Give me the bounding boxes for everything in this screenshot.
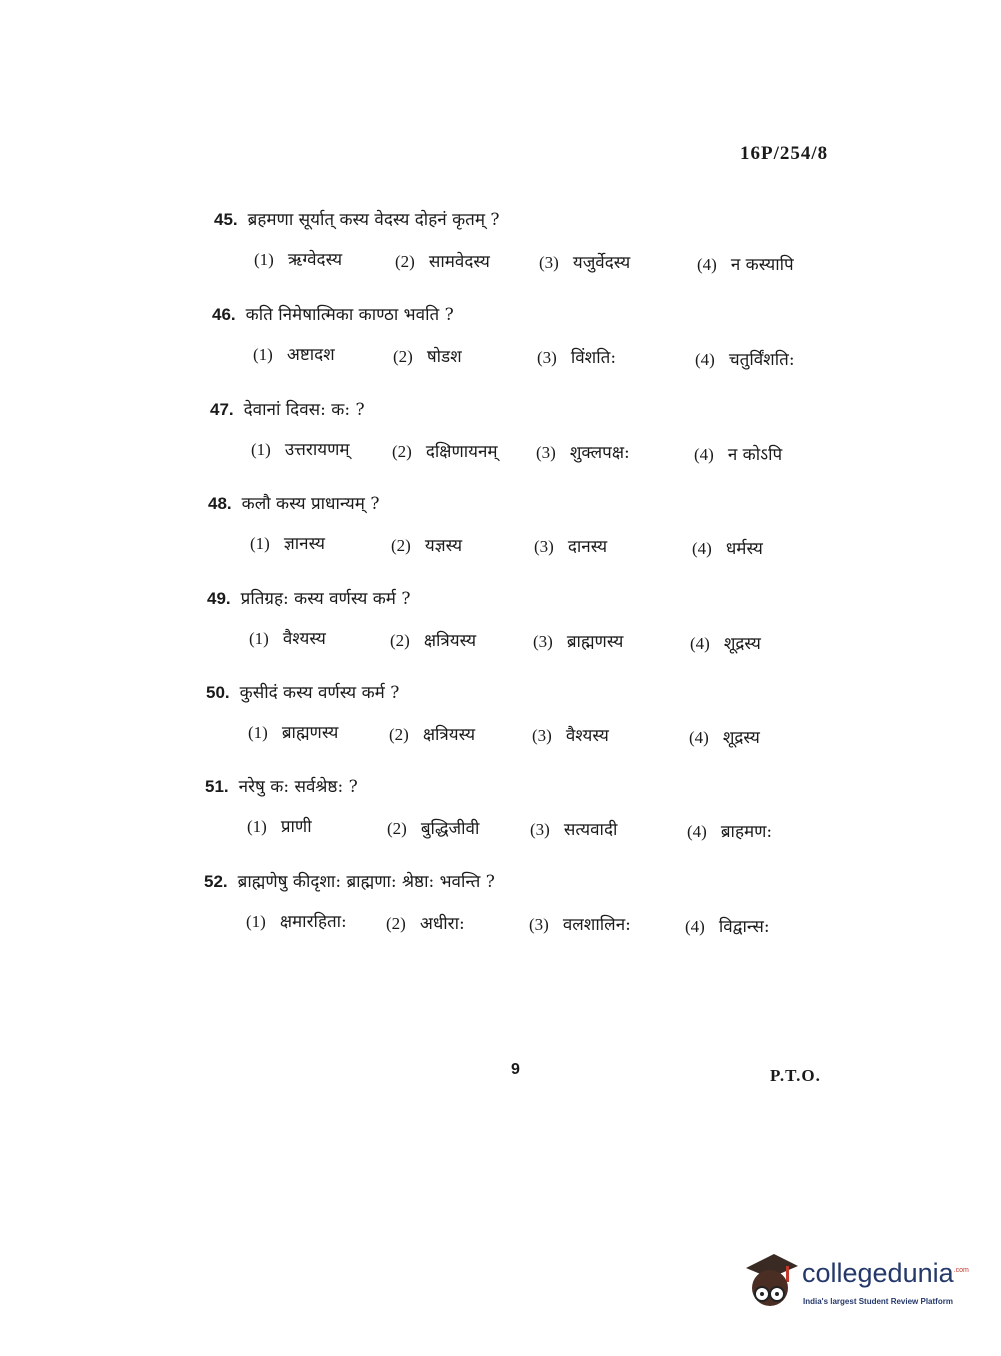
question-text: ब्रहमणा सूर्यात् कस्य वेदस्य दोहनं कृतम् ? xyxy=(247,210,500,230)
option-number: (3) xyxy=(529,915,549,934)
option-number: (4) xyxy=(694,444,714,464)
option-number: (4) xyxy=(685,916,705,936)
option-3 xyxy=(530,817,617,840)
question-47 xyxy=(0,397,1001,477)
question-text-line xyxy=(206,680,399,708)
option-1 xyxy=(247,814,312,837)
option-1 xyxy=(251,437,350,460)
option-2 xyxy=(392,439,498,462)
option-text: वलशालिन: xyxy=(562,915,631,935)
option-number: (2) xyxy=(389,724,409,744)
question-45 xyxy=(0,207,1001,287)
option-number: (1) xyxy=(247,817,267,836)
option-text: यजुर्वेदस्य xyxy=(572,253,631,273)
mascot-icon xyxy=(740,1250,800,1314)
option-text: क्षत्रियस्य xyxy=(422,724,476,745)
option-number: (3) xyxy=(539,253,559,272)
option-number: (3) xyxy=(536,443,556,462)
question-number: 45. xyxy=(214,210,238,229)
option-number: (1) xyxy=(249,629,269,648)
option-text: ब्राह्मणस्य xyxy=(566,632,624,652)
option-2 xyxy=(395,249,490,272)
question-text-line xyxy=(210,397,365,425)
option-text: विद्वान्स: xyxy=(718,916,770,937)
question-number: 52. xyxy=(204,872,228,891)
pto-label: P.T.O. xyxy=(770,1066,821,1085)
option-4 xyxy=(697,252,794,275)
option-text: षोडश xyxy=(426,346,462,367)
option-text: बुद्धिजीवी xyxy=(420,818,480,839)
option-text: दक्षिणायनम् xyxy=(425,441,498,462)
question-number: 50. xyxy=(206,683,230,702)
option-number: (4) xyxy=(692,538,712,558)
option-text: शुक्लपक्ष: xyxy=(569,443,630,463)
option-3 xyxy=(532,723,609,746)
question-text-line xyxy=(212,302,454,330)
option-number: (1) xyxy=(248,723,268,742)
question-number: 49. xyxy=(207,589,231,608)
option-2 xyxy=(393,344,462,367)
question-text-line xyxy=(205,774,358,802)
option-4 xyxy=(694,442,782,465)
question-48 xyxy=(0,491,1001,571)
option-number: (4) xyxy=(687,821,707,841)
option-number: (2) xyxy=(387,818,407,838)
option-4 xyxy=(687,819,772,842)
option-3 xyxy=(529,912,631,935)
option-1 xyxy=(248,720,338,743)
collegedunia-logo xyxy=(740,1250,970,1320)
option-number: (2) xyxy=(390,630,410,650)
option-4 xyxy=(695,347,795,370)
option-text: धर्मस्य xyxy=(725,538,763,559)
option-text: सामवेदस्य xyxy=(428,251,490,272)
question-50 xyxy=(0,680,1001,760)
option-text: वैश्यस्य xyxy=(565,726,609,746)
option-text: ऋग्वेदस्य xyxy=(287,250,343,270)
question-text: प्रतिग्रह: कस्य वर्णस्य कर्म ? xyxy=(240,589,411,609)
option-number: (3) xyxy=(530,820,550,839)
option-number: (1) xyxy=(250,534,270,553)
option-4 xyxy=(685,914,770,937)
option-text: क्षमारहिता: xyxy=(279,912,347,932)
question-number: 51. xyxy=(205,777,229,796)
option-text: चतुर्विंशति: xyxy=(728,349,795,370)
option-text: ब्राह्मणस्य xyxy=(281,723,339,743)
brand-name: collegedunia$^{.com}$ xyxy=(802,1258,969,1288)
question-text: ब्राह्मणेषु कीदृशा: ब्राह्मणा: श्रेष्ठा: भवन्ति ? xyxy=(237,872,495,892)
option-number: (1) xyxy=(254,250,274,269)
option-3 xyxy=(534,534,607,557)
option-text: शूद्रस्य xyxy=(723,633,761,654)
option-number: (3) xyxy=(534,537,554,556)
option-number: (2) xyxy=(391,535,411,555)
option-3 xyxy=(533,629,623,652)
option-4 xyxy=(689,725,760,748)
option-text: न कोऽपि xyxy=(727,444,783,465)
option-text: ब्राहमण: xyxy=(720,821,773,842)
brand-tagline: India's largest Student Review Platform xyxy=(803,1297,953,1306)
question-text-line xyxy=(208,491,379,519)
question-text: नरेषु क: सर्वश्रेष्ठ: ? xyxy=(238,777,358,797)
option-2 xyxy=(389,722,475,745)
option-number: (4) xyxy=(697,254,717,274)
question-text-line xyxy=(204,869,495,897)
option-number: (3) xyxy=(533,632,553,651)
paper-code: 16P/254/8 xyxy=(740,143,829,164)
option-1 xyxy=(250,531,325,554)
question-text: कति निमेषात्मिका काण्ठा भवति ? xyxy=(245,305,454,325)
option-text: अधीरा: xyxy=(419,913,465,934)
option-number: (3) xyxy=(537,348,557,367)
question-number: 48. xyxy=(208,494,232,513)
question-51 xyxy=(0,774,1001,854)
option-number: (1) xyxy=(253,345,273,364)
question-number: 47. xyxy=(210,400,234,419)
option-2 xyxy=(386,911,465,934)
option-text: वैश्यस्य xyxy=(282,629,326,649)
page-number: 9 xyxy=(511,1061,520,1078)
question-text-line xyxy=(207,586,410,614)
option-number: (2) xyxy=(392,441,412,461)
option-text: विंशति: xyxy=(570,348,617,368)
option-3 xyxy=(536,440,630,463)
option-4 xyxy=(692,536,763,559)
option-number: (2) xyxy=(393,346,413,366)
option-text: प्राणी xyxy=(280,817,312,837)
option-3 xyxy=(539,250,630,273)
question-text: कुसीदं कस्य वर्णस्य कर्म ? xyxy=(239,683,400,703)
option-text: उत्तरायणम् xyxy=(284,440,350,460)
question-49 xyxy=(0,586,1001,666)
option-number: (4) xyxy=(695,349,715,369)
option-text: यज्ञस्य xyxy=(424,535,463,556)
option-text: न कस्यापि xyxy=(730,254,794,275)
option-number: (2) xyxy=(386,913,406,933)
option-text: सत्यवादी xyxy=(563,820,618,840)
option-1 xyxy=(249,626,326,649)
question-text: देवानां दिवस: क: ? xyxy=(243,400,365,420)
option-text: शूद्रस्य xyxy=(722,727,760,748)
question-46 xyxy=(0,302,1001,382)
option-text: अष्टादश xyxy=(286,345,335,365)
option-number: (2) xyxy=(395,251,415,271)
question-number: 46. xyxy=(212,305,236,324)
option-2 xyxy=(390,628,476,651)
option-text: क्षत्रियस्य xyxy=(423,630,477,651)
option-1 xyxy=(254,247,342,270)
question-52 xyxy=(0,869,1001,949)
option-2 xyxy=(391,533,462,556)
option-text: दानस्य xyxy=(567,537,608,557)
option-number: (1) xyxy=(246,912,266,931)
option-number: (1) xyxy=(251,440,271,459)
option-text: ज्ञानस्य xyxy=(283,534,326,554)
option-4 xyxy=(690,631,761,654)
option-3 xyxy=(537,345,616,368)
option-number: (4) xyxy=(690,633,710,653)
option-2 xyxy=(387,816,479,839)
question-text: कलौ कस्य प्राधान्यम् ? xyxy=(241,494,380,514)
option-1 xyxy=(246,909,347,932)
option-number: (4) xyxy=(689,727,709,747)
option-1 xyxy=(253,342,335,365)
question-text-line xyxy=(214,207,500,235)
option-number: (3) xyxy=(532,726,552,745)
